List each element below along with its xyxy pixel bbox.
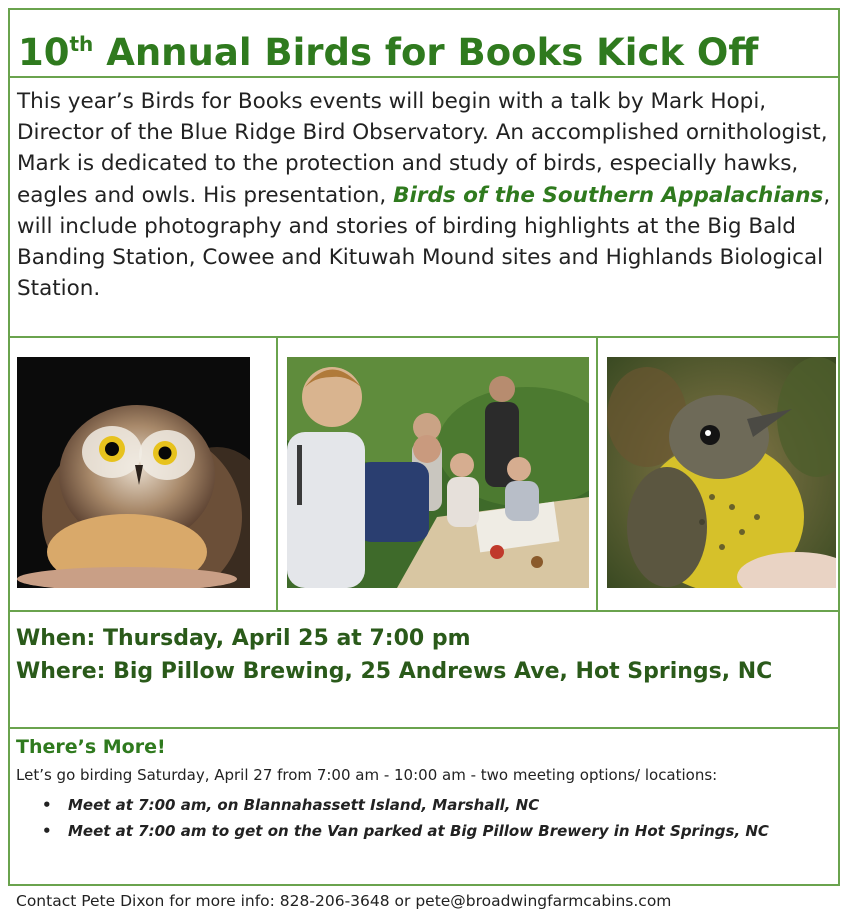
bullet-icon: •	[42, 822, 52, 840]
meeting-options	[40, 792, 769, 844]
warbler-photo	[607, 357, 836, 588]
presentation-title: Birds of the Southern Appalachians	[393, 182, 824, 208]
divider-event	[8, 727, 840, 729]
more-text: Let’s go birding Saturday, April 27 from 7:00 am - 10:00 am - two meeting options/ locations:	[16, 766, 718, 784]
page-title: 10th Annual Birds for Books Kick Off	[18, 31, 759, 74]
divider-photo-1	[276, 336, 278, 612]
contact-line: Contact Pete Dixon for more info: 828-206-3648 or pete@broadwingfarmcabins.com	[16, 892, 672, 910]
bullet-icon: •	[42, 796, 52, 814]
divider-photo-2	[596, 336, 598, 612]
event-when: When: Thursday, April 25 at 7:00 pm	[16, 626, 471, 651]
divider-photos	[8, 610, 840, 612]
owl-photo	[17, 357, 250, 588]
intro-paragraph: This year’s Birds for Books events will begin with a talk by Mark Hopi, Director of the Blue Ridge Bird Observatory. An accomplished ornithologist, Mark is dedicated to the protection and study of birds, especially hawks, eagles and owls. His presentation, Birds of the Southern Appalachians, will include photography and stories of birding highlights at the Big Bald Banding Station, Cowee and Kituwah Mound sites and Highlands Biological Station.	[17, 89, 831, 302]
divider-title	[8, 76, 840, 78]
list-item: • Meet at 7:00 am to get on the Van parked at Big Pillow Brewery in Hot Springs, NC	[40, 818, 769, 844]
more-heading: There’s More!	[16, 736, 166, 758]
group-banding-photo	[287, 357, 589, 588]
divider-intro	[8, 336, 840, 338]
event-details	[16, 622, 772, 688]
event-where: Where: Big Pillow Brewing, 25 Andrews Ave, Hot Springs, NC	[16, 659, 773, 684]
list-item: • Meet at 7:00 am, on Blannahassett Island, Marshall, NC	[40, 792, 769, 818]
